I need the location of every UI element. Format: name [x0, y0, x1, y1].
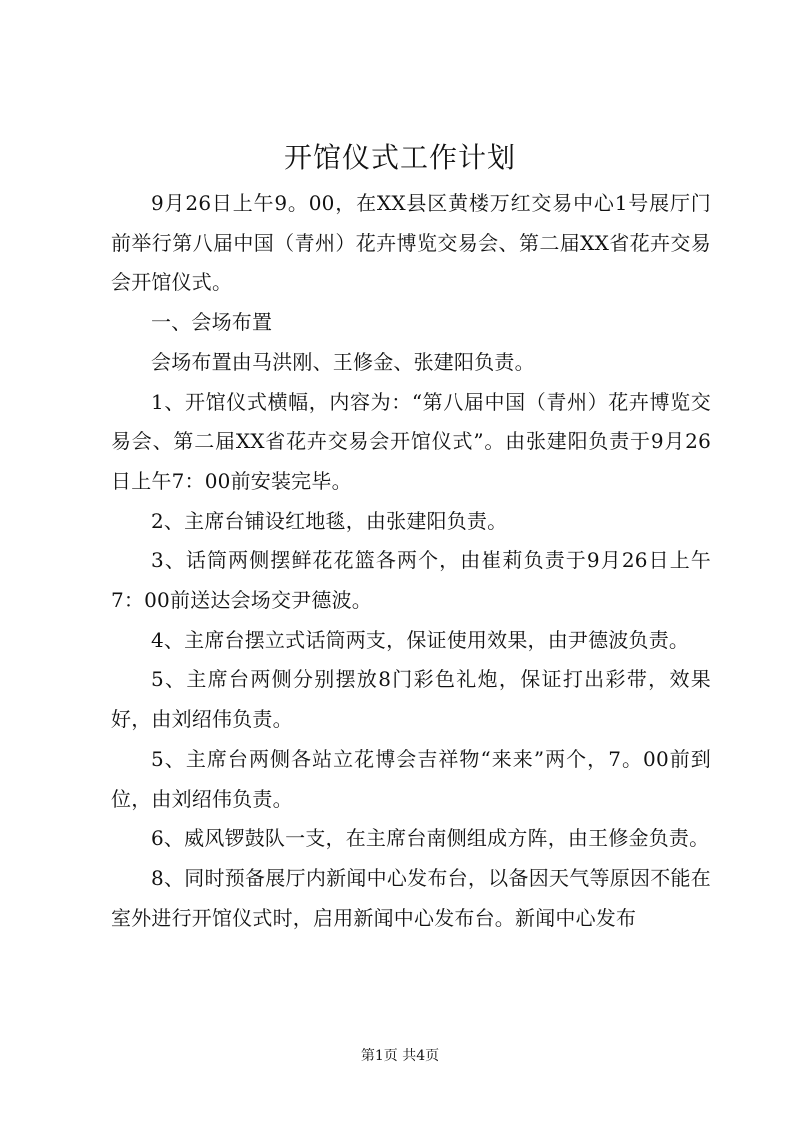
paragraph-item-5-salute: 5、主席台两侧分别摆放8门彩色礼炮，保证打出彩带，效果好，由刘绍伟负责。 [111, 667, 711, 732]
paragraph-item-2-carpet: 2、主席台铺设红地毯，由张建阳负责。 [151, 508, 508, 533]
paragraph-opening: 9月26日上午9。00，在XX县区黄楼万红交易中心1号展厅门前举行第八届中国（青州）花卉博览交易会、第二届XX省花卉交易会开馆仪式。 [111, 191, 711, 295]
paragraph-venue-responsible: 会场布置由马洪刚、王修金、张建阳负责。 [151, 349, 535, 374]
paragraph-item-8-press-center: 8、同时预备展厅内新闻中心发布台，以备因天气等原因不能在室外进行开馆仪式时，启用新闻中心发布台。新闻中心发布 [111, 865, 711, 930]
paragraph-item-3-flowers: 3、话筒两侧摆鲜花花篮各两个，由崔莉负责于9月26日上午7：00前送达会场交尹德波。 [111, 548, 711, 613]
paragraph-item-5-mascot: 5、主席台两侧各站立花博会吉祥物“来来”两个，7。00前到位，由刘绍伟负责。 [111, 746, 711, 811]
paragraph-item-1-banner: 1、开馆仪式横幅，内容为：“第八届中国（青州）花卉博览交易会、第二届XX省花卉交易会开馆仪式”。由张建阳负责于9月26日上午7：00前安装完毕。 [111, 389, 711, 493]
document-title: 开馆仪式工作计划 [283, 141, 516, 174]
paragraph-item-6-drum-team: 6、威风锣鼓队一支，在主席台南侧组成方阵，由王修金负责。 [151, 826, 710, 851]
paragraph-item-4-microphones: 4、主席台摆立式话筒两支，保证使用效果，由尹德波负责。 [151, 627, 690, 652]
document-body [111, 184, 711, 938]
page-number-footer: 第1页 共4页 [360, 1048, 440, 1064]
section-heading-venue-setup: 一、会场布置 [151, 310, 273, 335]
